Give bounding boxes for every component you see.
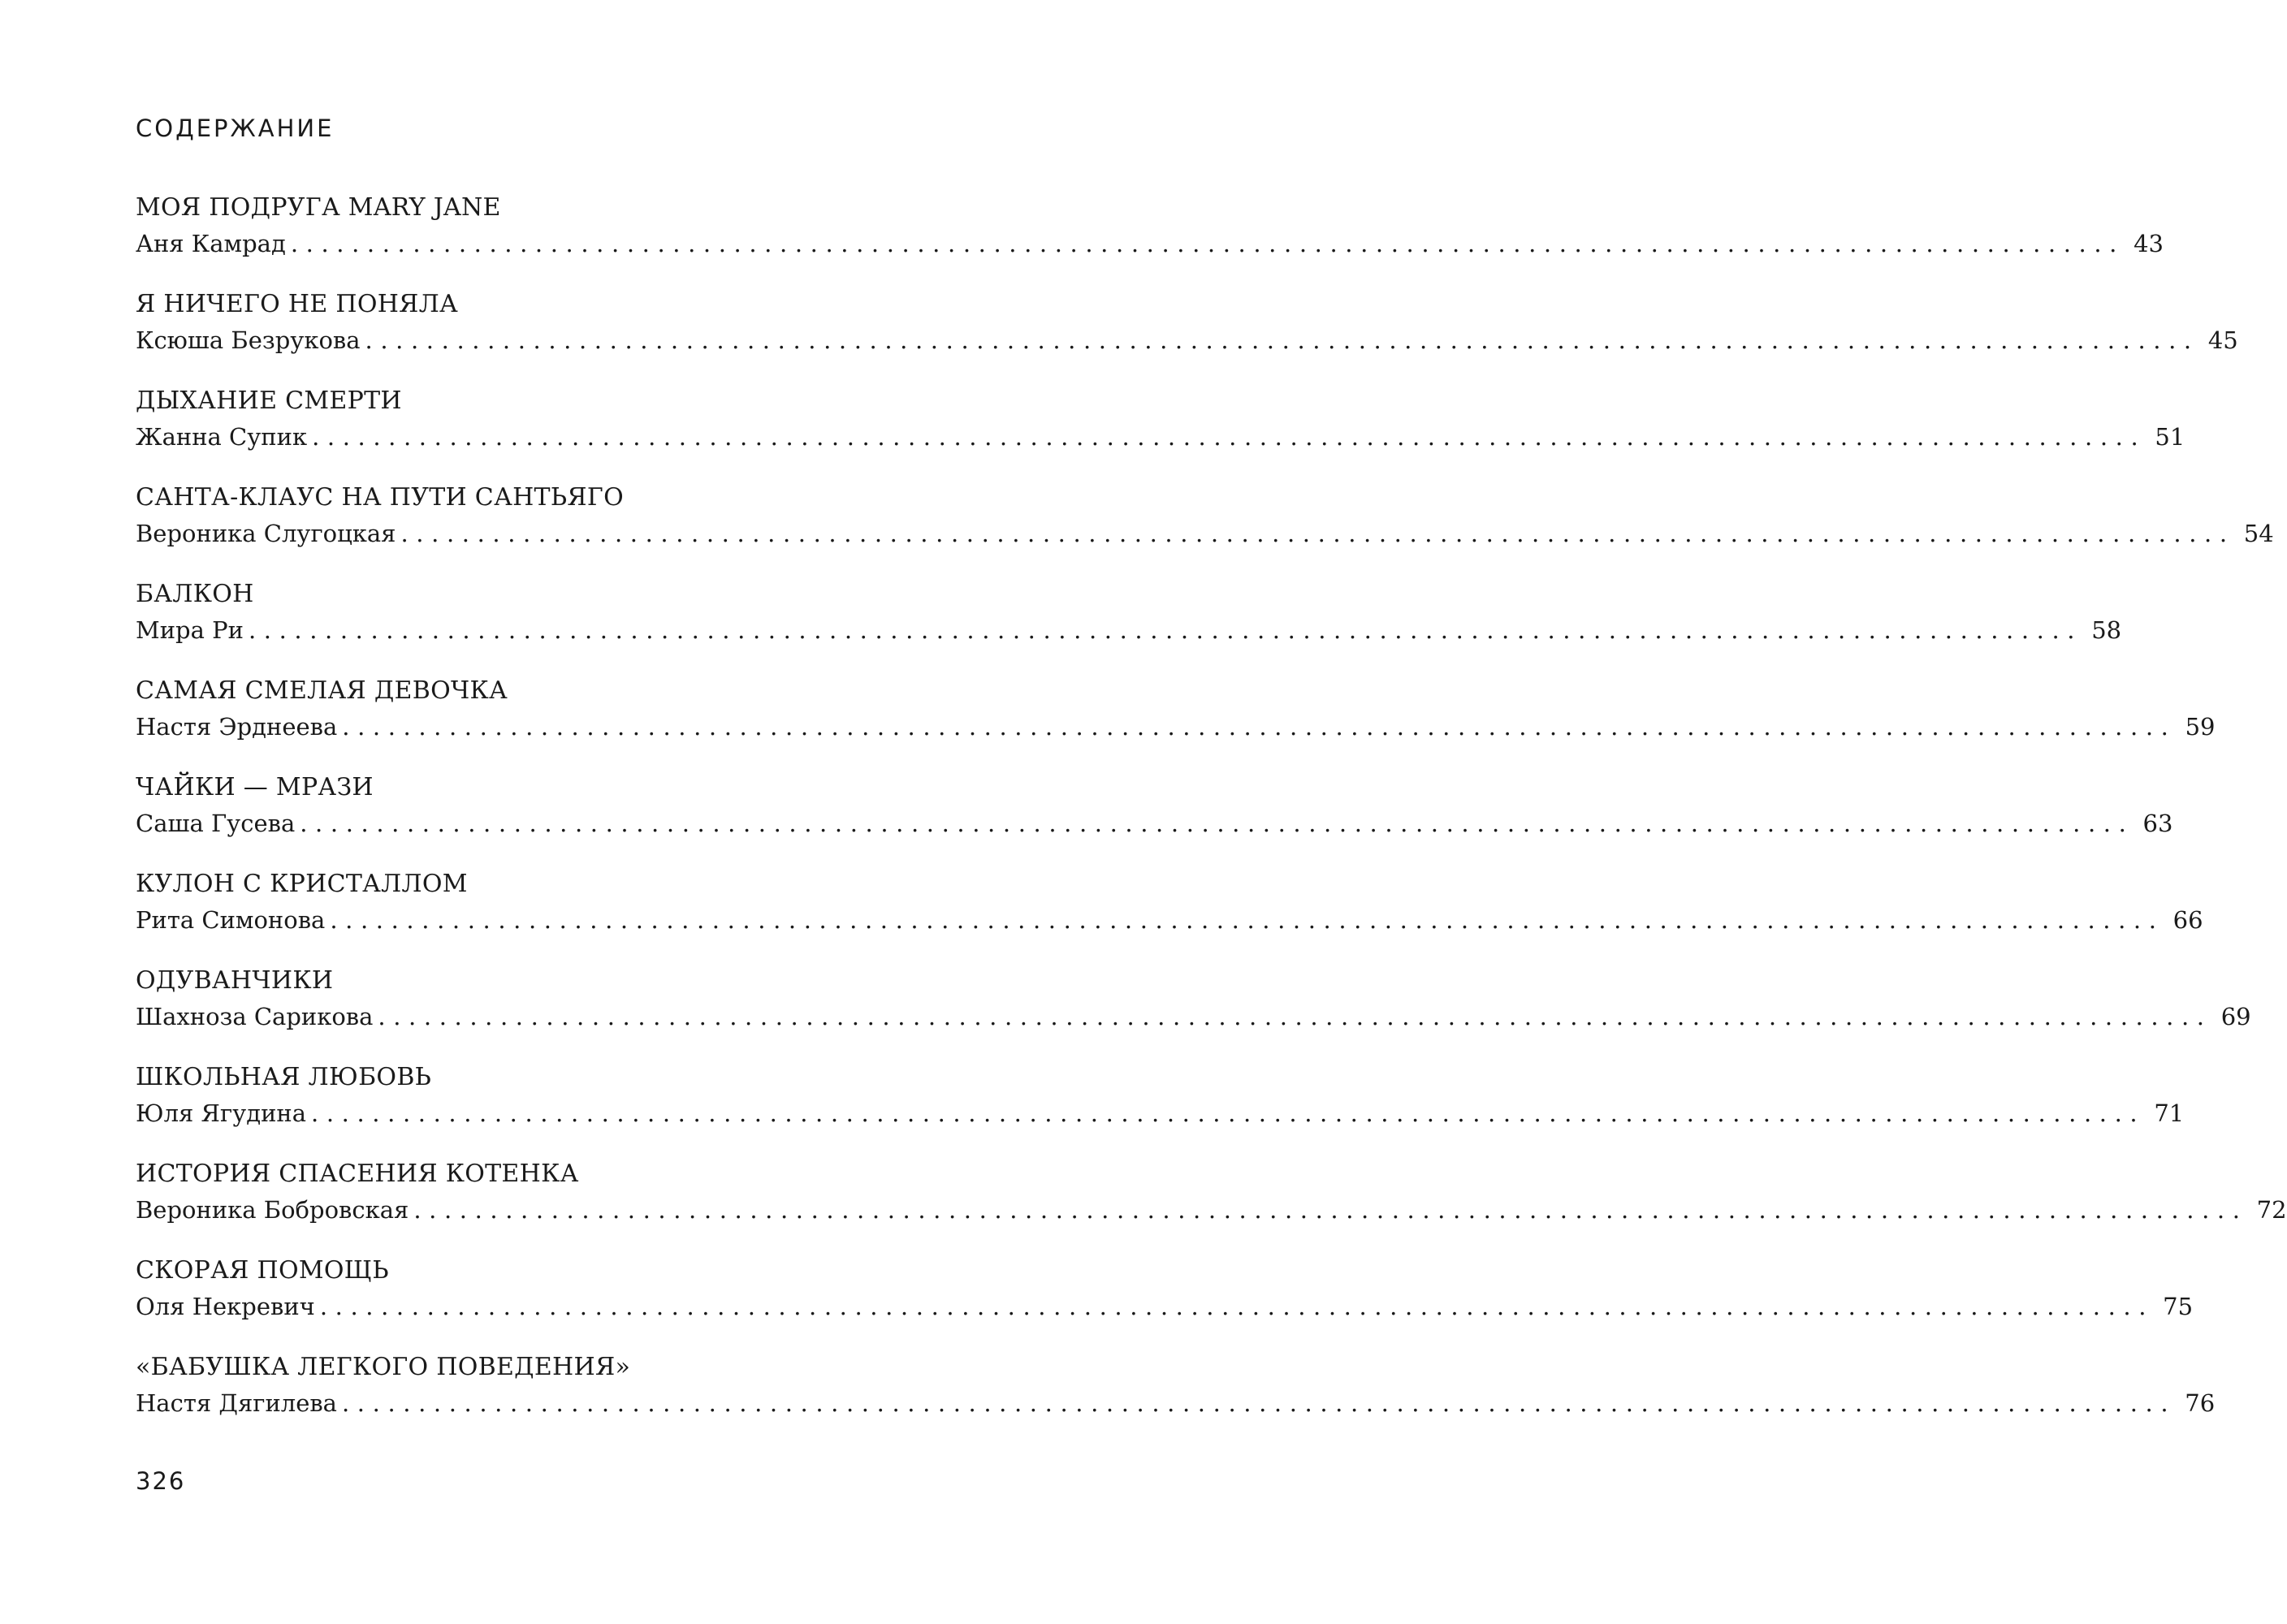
- dot-leader: ........................................................................................................................: [319, 1293, 2155, 1320]
- entry-title: СКОРАЯ ПОМОЩЬ: [136, 1256, 389, 1285]
- entry-author-line: [136, 322, 2238, 358]
- entry-title: Я НИЧЕГО НЕ ПОНЯЛА: [136, 290, 459, 318]
- toc-entry: [136, 190, 2164, 287]
- entry-page-number: 69: [2220, 1003, 2251, 1030]
- entry-author: Рита Симонова: [136, 906, 326, 934]
- dot-leader: ........................................................................................................................: [330, 906, 2164, 934]
- entry-page-number: 76: [2185, 1389, 2216, 1417]
- entry-title: КУЛОН С КРИСТАЛЛОМ: [136, 870, 468, 898]
- entry-title: ИСТОРИЯ СПАСЕНИЯ КОТЕНКА: [136, 1160, 579, 1188]
- toc-entry: [136, 1060, 2185, 1156]
- entry-page-number: 66: [2172, 906, 2203, 934]
- entry-author-line: [136, 1095, 2185, 1131]
- toc-entry: [136, 577, 2122, 673]
- dot-leader: ........................................................................................................................: [413, 1196, 2248, 1224]
- entry-page-number: 63: [2142, 810, 2173, 837]
- toc-entry: [136, 1156, 2287, 1253]
- entry-author-line: [136, 1385, 2216, 1421]
- dot-leader: ........................................................................................................................: [248, 616, 2083, 644]
- entry-page-number: 45: [2207, 326, 2238, 354]
- entry-page-number: 75: [2163, 1293, 2194, 1320]
- entry-author-line: [136, 516, 2274, 551]
- entry-title: ШКОЛЬНАЯ ЛЮБОВЬ: [136, 1063, 432, 1091]
- dot-leader: ........................................................................................................................: [300, 810, 2134, 837]
- entry-author: Аня Камрад: [136, 230, 286, 257]
- entry-author-line: [136, 999, 2251, 1034]
- entry-author: Ксюша Безрукова: [136, 326, 361, 354]
- entry-author-line: [136, 1192, 2287, 1228]
- toc-entry: [136, 673, 2216, 770]
- entry-title: МОЯ ПОДРУГА MARY JANE: [136, 193, 501, 222]
- toc-list: [136, 190, 2287, 1446]
- entry-title: «БАБУШКА ЛЕГКОГО ПОВЕДЕНИЯ»: [136, 1353, 631, 1381]
- entry-author: Вероника Слугоцкая: [136, 520, 396, 547]
- entry-page-number: 58: [2091, 616, 2122, 644]
- entry-author: Саша Гусева: [136, 810, 296, 837]
- toc-entry: [136, 1253, 2194, 1350]
- dot-leader: ........................................................................................................................: [342, 713, 2177, 741]
- entry-author: Шахноза Сарикова: [136, 1003, 374, 1030]
- entry-author: Мира Ри: [136, 616, 244, 644]
- dot-leader: ........................................................................................................................: [341, 1389, 2177, 1417]
- toc-heading: СОДЕРЖАНИЕ: [136, 114, 335, 142]
- entry-page-number: 43: [2134, 230, 2164, 257]
- entry-author: Юля Ягудина: [136, 1099, 307, 1127]
- entry-title: ДЫХАНИЕ СМЕРТИ: [136, 387, 402, 415]
- entry-page-number: 71: [2154, 1099, 2185, 1127]
- entry-author-line: [136, 419, 2185, 455]
- entry-author: Жанна Супик: [136, 423, 308, 451]
- entry-author-line: [136, 612, 2122, 648]
- entry-page-number: 72: [2256, 1196, 2287, 1224]
- entry-author-line: [136, 1289, 2194, 1324]
- toc-entry: [136, 866, 2203, 963]
- entry-page-number: 51: [2155, 423, 2185, 451]
- dot-leader: ........................................................................................................................: [312, 423, 2146, 451]
- entry-title: ОДУВАНЧИКИ: [136, 966, 334, 995]
- entry-title: ЧАЙКИ — МРАЗИ: [136, 773, 374, 801]
- entry-page-number: 54: [2243, 520, 2274, 547]
- dot-leader: ........................................................................................................................: [378, 1003, 2212, 1030]
- toc-entry: [136, 1350, 2216, 1446]
- entry-title: БАЛКОН: [136, 580, 254, 608]
- toc-entry: [136, 770, 2173, 866]
- toc-entry: [136, 287, 2238, 383]
- entry-title: САМАЯ СМЕЛАЯ ДЕВОЧКА: [136, 676, 508, 705]
- entry-title: САНТА-КЛАУС НА ПУТИ САНТЬЯГО: [136, 483, 624, 512]
- entry-page-number: 59: [2185, 713, 2216, 741]
- toc-entry: [136, 963, 2251, 1060]
- entry-author-line: [136, 902, 2203, 938]
- entry-author-line: [136, 806, 2173, 841]
- entry-author: Вероника Бобровская: [136, 1196, 409, 1224]
- entry-author: Настя Эрднеева: [136, 713, 338, 741]
- toc-entry: [136, 383, 2185, 480]
- toc-entry: [136, 480, 2274, 577]
- page-number: 326: [136, 1467, 186, 1495]
- dot-leader: ........................................................................................................................: [400, 520, 2235, 547]
- dot-leader: ........................................................................................................................: [311, 1099, 2146, 1127]
- entry-author-line: [136, 709, 2216, 745]
- dot-leader: ........................................................................................................................: [290, 230, 2125, 257]
- entry-author: Настя Дягилева: [136, 1389, 337, 1417]
- dot-leader: ........................................................................................................................: [365, 326, 2199, 354]
- entry-author: Оля Некревич: [136, 1293, 315, 1320]
- entry-author-line: [136, 226, 2164, 261]
